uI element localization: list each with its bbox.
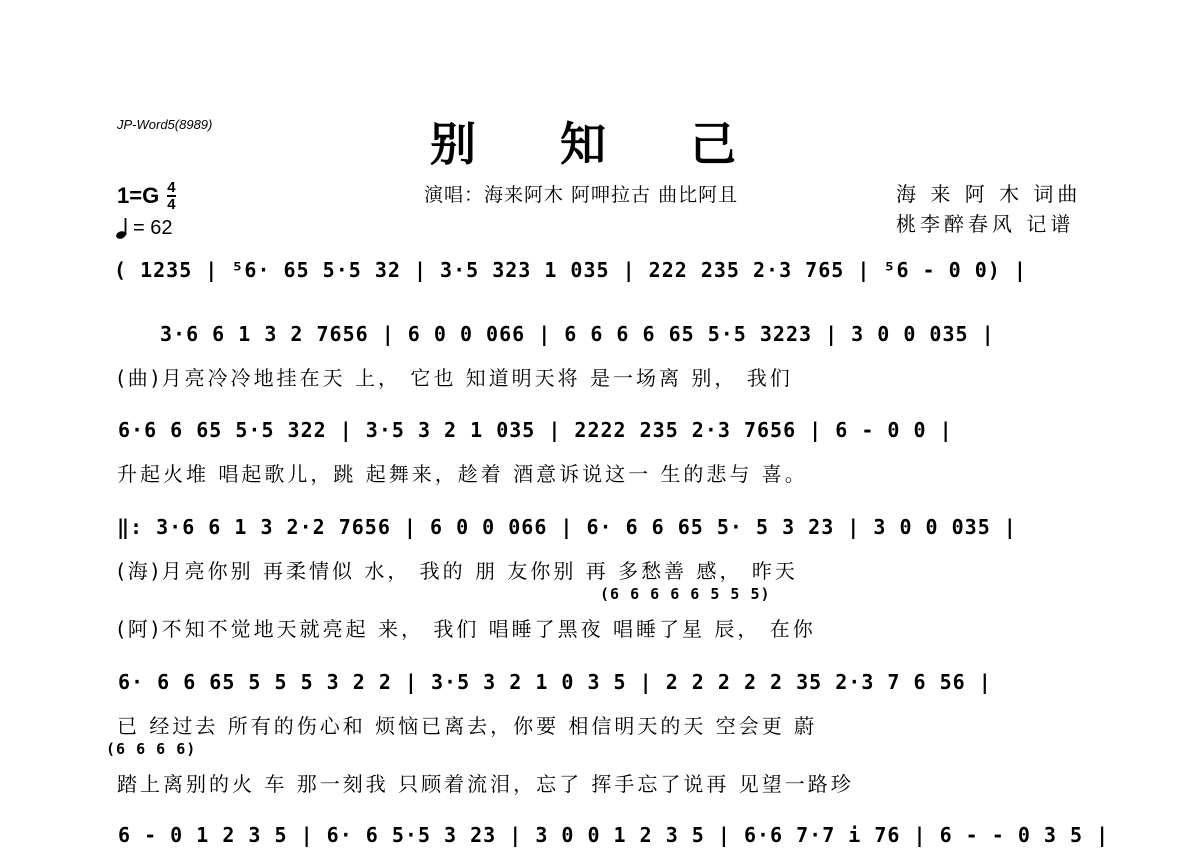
time-signature-bottom: 4	[167, 196, 176, 213]
tempo-value: = 62	[133, 216, 173, 239]
quarter-note-icon	[115, 216, 131, 240]
line4-lyrics-verse-1: 已 经过去 所有的伤心和 烦恼已离去，你要 相信明天的天 空会更 蔚	[117, 714, 818, 738]
software-label: JP-Word5(8989)	[117, 117, 213, 132]
credit-lyrics-music: 海 来 阿 木 词曲	[896, 182, 1082, 206]
line4-ossia: (6 6 6 6)	[106, 740, 197, 758]
credit-transcription: 桃李醉春风 记谱	[896, 212, 1075, 236]
tempo-marking	[115, 216, 172, 240]
line3-ossia: (6 6 6 6 6 5 5 5)	[600, 585, 771, 603]
line3-notation: ‖: 3·6 6 1 3 2·2 7656 | 6 0 0 066 | 6· 6 6 65 5· 5 3 23 | 3 0 0 035 |	[117, 515, 1017, 539]
line4-lyrics-verse-2: 踏上离别的火 车 那一刻我 只顾着流泪，忘了 挥手忘了说再 见望一路珍	[117, 772, 854, 796]
key-label: 1=G	[117, 183, 160, 208]
song-title: 别 知 己	[429, 117, 771, 171]
line3-lyrics-verse-2: (阿)不知不觉地天就亮起 来， 我们 唱睡了黑夜 唱睡了星 辰， 在你	[117, 617, 816, 641]
line4-notation: 6· 6 6 65 5 5 5 3 2 2 | 3·5 3 2 1 0 3 5 | 2 2 2 2 2 35 2·3 7 6 56 |	[118, 670, 992, 694]
line2-notation: 6·6 6 65 5·5 322 | 3·5 3 2 1 035 | 2222 235 2·3 7656 | 6 - 0 0 |	[118, 418, 953, 442]
line3-lyrics-verse-1: (海)月亮你别 再柔情似 水， 我的 朋 友你别 再 多愁善 感， 昨天	[117, 559, 798, 583]
key-signature	[117, 180, 176, 212]
performers: 演唱：海来阿木 阿呷拉古 曲比阿且	[424, 184, 739, 206]
line1-lyrics: (曲)月亮冷冷地挂在天 上， 它也 知道明天将 是一场离 别， 我们	[117, 366, 793, 390]
line5-notation: 6 - 0 1 2 3 5 | 6· 6 5·5 3 23 | 3 0 0 1 2 3 5 | 6·6 7·7 i 76 | 6 - - 0 3 5 |	[118, 823, 1110, 847]
time-signature-top: 4	[167, 179, 176, 196]
time-signature	[167, 180, 175, 212]
line2-lyrics: 升起火堆 唱起歌儿，跳 起舞来，趁着 酒意诉说这一 生的悲与 喜。	[117, 462, 808, 486]
intro-notation: ( 1235 | ⁵6· 65 5·5 32 | 3·5 323 1 035 | 222 235 2·3 765 | ⁵6 - 0 0) |	[114, 258, 1027, 282]
line1-notation: 3·6 6 1 3 2 7656 | 6 0 0 066 | 6 6 6 6 65 5·5 3223 | 3 0 0 035 |	[160, 322, 995, 346]
